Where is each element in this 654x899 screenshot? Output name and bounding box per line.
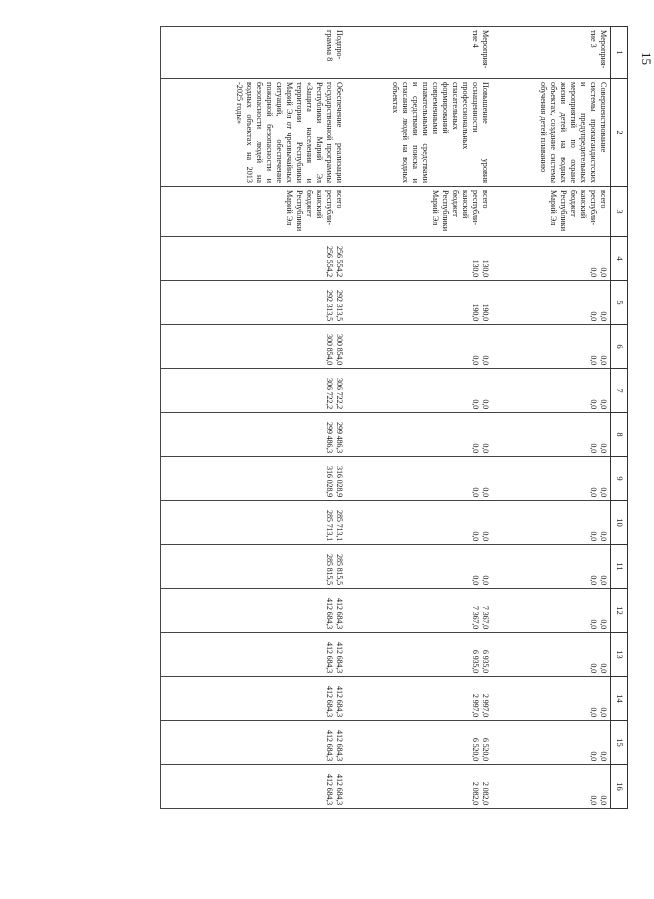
value-total: 299 486,3 — [335, 422, 345, 453]
source-total-label: всего — [481, 190, 491, 209]
value-total: 7 367,0 — [481, 605, 491, 629]
value-cell — [161, 369, 347, 413]
value-cell — [493, 765, 611, 809]
value-cell — [161, 633, 347, 677]
value-budget: 0,0 — [589, 663, 598, 673]
column-header: 4 — [611, 237, 628, 281]
column-header: 10 — [611, 501, 628, 545]
value-cell — [493, 633, 611, 677]
column-header: 2 — [611, 79, 628, 187]
value-budget: 0,0 — [471, 399, 481, 409]
value-total: 412 684,3 — [335, 598, 345, 629]
value-budget: 0,0 — [589, 575, 598, 585]
value-budget: 412 684,3 — [325, 686, 335, 717]
value-cell — [347, 325, 493, 369]
column-header: 11 — [611, 545, 628, 589]
funding-source — [161, 187, 347, 237]
value-budget: 0,0 — [589, 619, 598, 629]
value-budget: 306 722,2 — [325, 378, 335, 409]
column-header: 13 — [611, 633, 628, 677]
value-cell — [161, 677, 347, 721]
value-cell — [347, 501, 493, 545]
value-cell — [493, 501, 611, 545]
value-budget: 190,0 — [471, 303, 481, 321]
value-budget: 300 854,0 — [325, 334, 335, 365]
source-total-label: всего — [599, 190, 608, 209]
column-header: 3 — [611, 187, 628, 237]
value-budget: 292 313,5 — [325, 290, 335, 321]
value-budget: 0,0 — [471, 575, 481, 585]
value-budget: 412 684,3 — [325, 774, 335, 805]
source-budget-label: республи-канский бюджет Республики Марий Эл — [285, 190, 335, 232]
value-cell — [493, 677, 611, 721]
value-budget: 2 082,0 — [471, 781, 481, 805]
value-budget: 412 684,3 — [325, 598, 335, 629]
value-budget: 0,0 — [589, 443, 598, 453]
value-total: 0,0 — [599, 399, 608, 409]
value-cell — [347, 545, 493, 589]
value-budget: 0,0 — [589, 355, 598, 365]
column-header: 8 — [611, 413, 628, 457]
value-budget: 6 935,0 — [471, 649, 481, 673]
value-cell — [161, 413, 347, 457]
value-cell — [347, 677, 493, 721]
value-total: 0,0 — [599, 619, 608, 629]
value-cell — [493, 281, 611, 325]
value-cell — [347, 457, 493, 501]
value-cell — [161, 765, 347, 809]
column-header: 15 — [611, 721, 628, 765]
value-total: 0,0 — [481, 575, 491, 585]
column-header: 5 — [611, 281, 628, 325]
value-total: 316 028,9 — [335, 466, 345, 497]
value-budget: 2 997,0 — [471, 693, 481, 717]
value-total: 0,0 — [599, 795, 608, 805]
source-budget-label: республи-канский бюджет Республики Марий Эл — [431, 190, 481, 232]
value-budget: 0,0 — [589, 751, 598, 761]
value-total: 412 684,3 — [335, 730, 345, 761]
row-code: Подпро-грамма 8 — [161, 27, 347, 79]
value-budget: 299 486,3 — [325, 422, 335, 453]
table-row — [161, 27, 347, 809]
value-total: 412 684,3 — [335, 774, 345, 805]
column-header: 16 — [611, 765, 628, 809]
value-cell — [493, 369, 611, 413]
value-cell — [347, 721, 493, 765]
value-cell — [347, 589, 493, 633]
value-budget: 6 520,0 — [471, 737, 481, 761]
value-total: 2 997,0 — [481, 693, 491, 717]
value-total: 300 854,0 — [335, 334, 345, 365]
source-total-label: всего — [335, 190, 345, 209]
column-header: 1 — [611, 27, 628, 79]
value-budget: 0,0 — [589, 707, 598, 717]
column-header: 9 — [611, 457, 628, 501]
value-cell — [161, 501, 347, 545]
value-total: 0,0 — [599, 751, 608, 761]
source-budget-label: республи-канский бюджет Республики Марий Эл — [549, 190, 598, 232]
value-budget: 7 367,0 — [471, 605, 481, 629]
header-row — [611, 27, 628, 809]
value-cell — [161, 721, 347, 765]
value-total: 2 082,0 — [481, 781, 491, 805]
value-total: 0,0 — [599, 443, 608, 453]
value-cell — [493, 237, 611, 281]
value-total: 0,0 — [481, 399, 491, 409]
value-total: 0,0 — [599, 355, 608, 365]
row-title: Совершенствование системы пропагандистских и предупредительных мероприятий по охране жизни детей на водных объектах, создание системы обучения детей плаванию — [493, 79, 611, 187]
column-header: 12 — [611, 589, 628, 633]
value-total: 0,0 — [599, 267, 608, 277]
value-cell — [493, 721, 611, 765]
value-cell — [161, 237, 347, 281]
value-budget: 0,0 — [471, 487, 481, 497]
value-budget: 0,0 — [471, 531, 481, 541]
rotated-sheet — [128, 12, 654, 892]
row-code: Мероприя-тие 4 — [347, 27, 493, 79]
value-total: 0,0 — [599, 575, 608, 585]
value-cell — [161, 589, 347, 633]
budget-table — [160, 26, 628, 809]
value-budget: 285 713,1 — [325, 510, 335, 541]
value-total: 412 684,3 — [335, 642, 345, 673]
value-total: 6 520,0 — [481, 737, 491, 761]
value-total: 0,0 — [481, 487, 491, 497]
funding-source — [493, 187, 611, 237]
row-code: Мероприя-тие 3 — [493, 27, 611, 79]
value-total: 0,0 — [481, 443, 491, 453]
value-cell — [493, 457, 611, 501]
value-total: 0,0 — [599, 707, 608, 717]
value-total: 0,0 — [599, 311, 608, 321]
column-header: 7 — [611, 369, 628, 413]
value-cell — [347, 237, 493, 281]
value-budget: 130,0 — [471, 259, 481, 277]
value-cell — [347, 413, 493, 457]
value-cell — [161, 545, 347, 589]
row-title: Повышение уровня оснащенности профессиональных спасательных формирований современными плавательными средствами и средствами поиска и спасания людей на водных объектах — [347, 79, 493, 187]
value-budget: 316 028,9 — [325, 466, 335, 497]
value-budget: 412 684,3 — [325, 730, 335, 761]
value-cell — [493, 325, 611, 369]
value-total: 130,0 — [481, 259, 491, 277]
value-budget: 285 815,5 — [325, 554, 335, 585]
column-header: 6 — [611, 325, 628, 369]
value-total: 6 935,0 — [481, 649, 491, 673]
value-total: 0,0 — [481, 355, 491, 365]
column-header: 14 — [611, 677, 628, 721]
value-total: 0,0 — [599, 531, 608, 541]
value-cell — [493, 545, 611, 589]
value-budget: 0,0 — [589, 487, 598, 497]
value-total: 190,0 — [481, 303, 491, 321]
value-budget: 0,0 — [589, 311, 598, 321]
value-cell — [161, 457, 347, 501]
value-budget: 412 684,3 — [325, 642, 335, 673]
value-total: 256 554,2 — [335, 246, 345, 277]
table-row — [493, 27, 611, 809]
value-total: 0,0 — [599, 663, 608, 673]
value-total: 0,0 — [599, 487, 608, 497]
value-cell — [347, 281, 493, 325]
value-total: 285 713,1 — [335, 510, 345, 541]
value-total: 412 684,3 — [335, 686, 345, 717]
value-total: 306 722,2 — [335, 378, 345, 409]
value-cell — [347, 369, 493, 413]
table-row — [347, 27, 493, 809]
value-cell — [161, 281, 347, 325]
value-budget: 0,0 — [589, 399, 598, 409]
funding-source — [347, 187, 493, 237]
value-cell — [493, 413, 611, 457]
value-budget: 0,0 — [589, 531, 598, 541]
value-budget: 256 554,2 — [325, 246, 335, 277]
value-budget: 0,0 — [471, 443, 481, 453]
value-cell — [347, 765, 493, 809]
value-cell — [493, 589, 611, 633]
value-budget: 0,0 — [589, 795, 598, 805]
value-budget: 0,0 — [589, 267, 598, 277]
value-total: 285 815,5 — [335, 554, 345, 585]
value-cell — [161, 325, 347, 369]
page-number: 15 — [639, 52, 654, 65]
row-title: Обеспечение реализации государственной программы Республики Марий Эл «Защита населения и территории Республики Марий Эл от чрезвычайных ситуаций, обеспечение пожарной безопасности и безопасности людей на водных объектах на 2013 -2025 годы» — [161, 79, 347, 187]
value-cell — [347, 633, 493, 677]
value-budget: 0,0 — [471, 355, 481, 365]
table-body — [161, 27, 611, 809]
value-total: 292 313,5 — [335, 290, 345, 321]
value-total: 0,0 — [481, 531, 491, 541]
